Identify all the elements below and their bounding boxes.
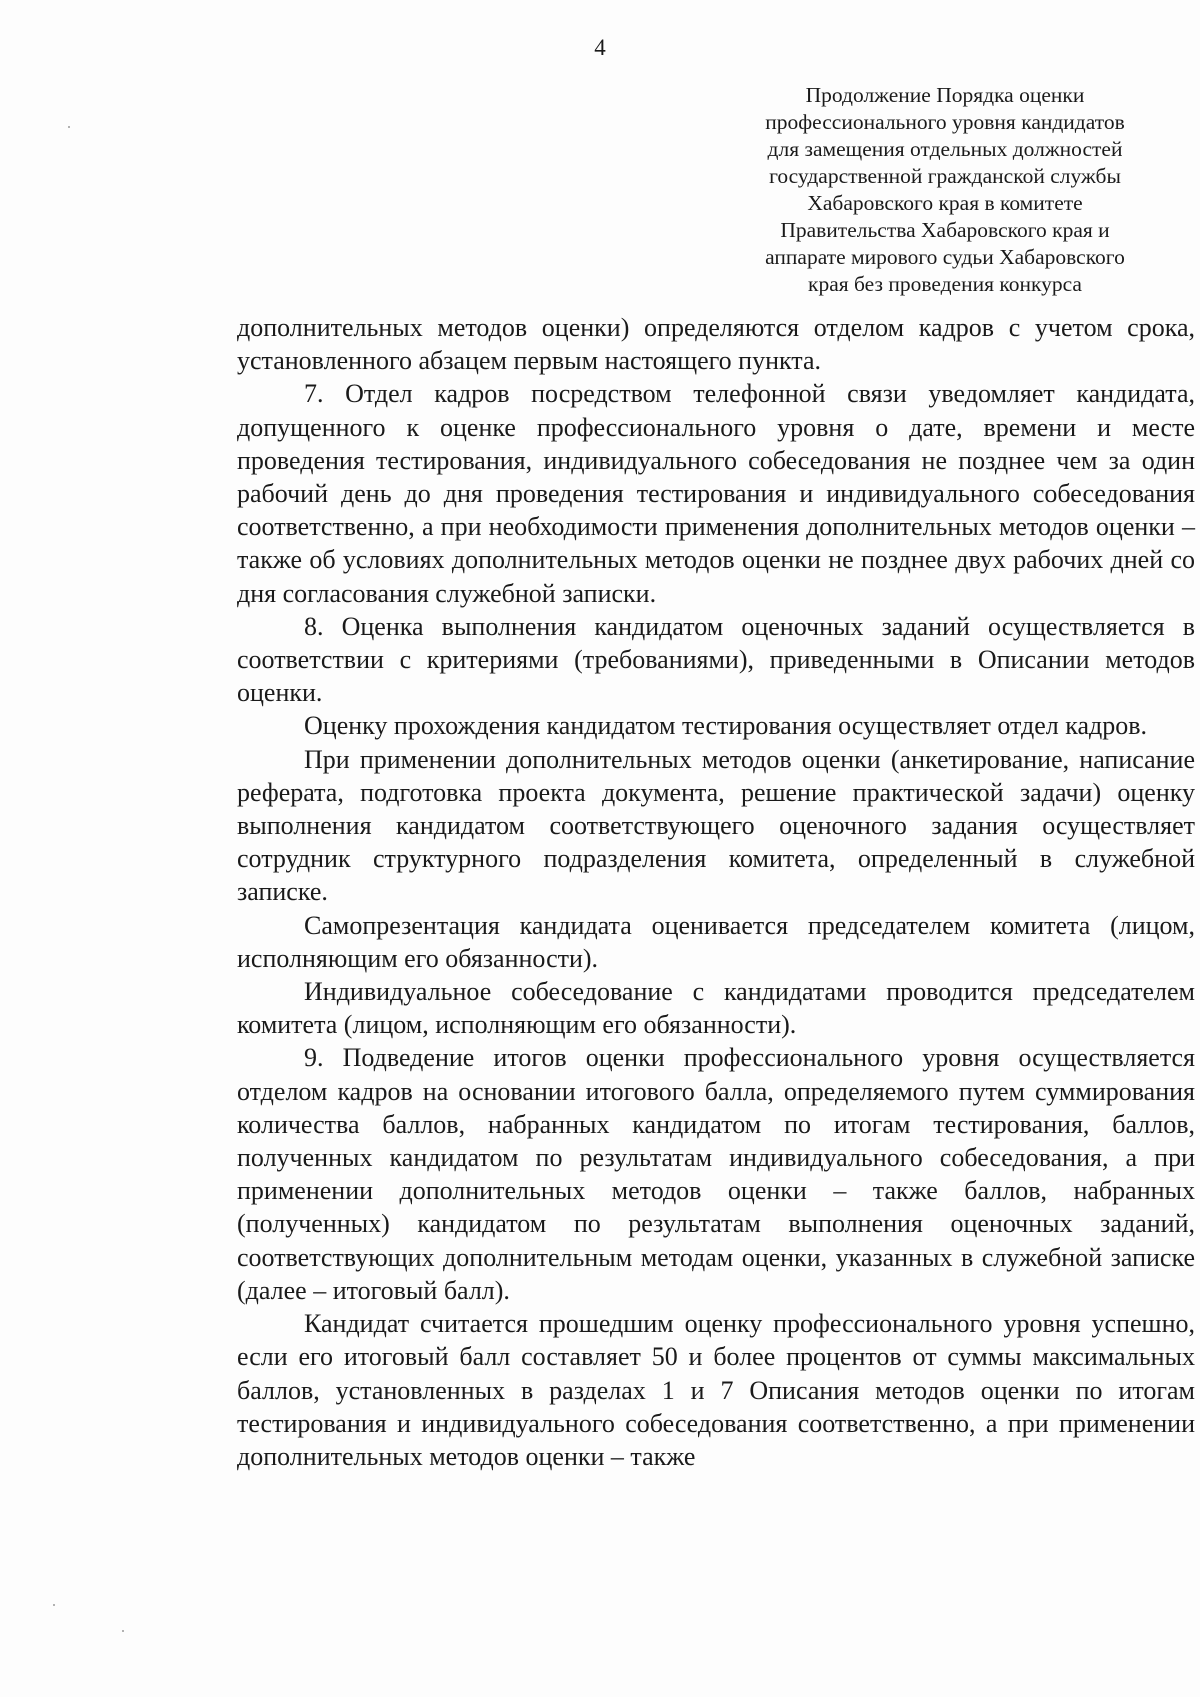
document-body: [237, 311, 1195, 1473]
paragraph-self-presentation: Самопрезентация кандидата оценивается председателем комитета (лицом, исполняющим его обязанности).: [237, 910, 1195, 973]
paragraph-additional-methods: При применении дополнительных методов оценки (анкетирование, написание реферата, подготовка проекта документа, решение практической задачи) оценку выполнения кандидатом соответствующего оценочного задания осуществляет сотрудник структурного подразделения комитета, определенный в служебной записке.: [237, 744, 1195, 907]
header-line: Хабаровского края в комитете: [807, 191, 1083, 215]
scan-speck: [53, 1604, 55, 1606]
paragraph-item-8: 8. Оценка выполнения кандидатом оценочных заданий осуществляется в соответствии с критериями (требованиями), приведенными в Описании методов оценки.: [237, 611, 1195, 708]
paragraph-item-9: 9. Подведение итогов оценки профессионального уровня осуществляется отделом кадров на основании итогового балла, определяемого путем суммирования количества баллов, набранных кандидатом по итогам тестирования, баллов, полученных кандидатом по результатам индивидуального собеседования, а при применении дополнительных методов оценки – также баллов, набранных (полученных) кандидатом по результатам выполнения оценочных заданий, соответствующих дополнительным методам оценки, указанных в служебной записке (далее – итоговый балл).: [237, 1043, 1195, 1305]
document-header: [735, 82, 1155, 298]
paragraph-item-7: 7. Отдел кадров посредством телефонной связи уведомляет кандидата, допущенного к оценке профессионального уровня о дате, времени и месте проведения тестирования, индивидуального собеседования не позднее чем за один рабочий день до дня проведения тестирования и индивидуального собеседования соответственно, а при необходимости применения дополнительных методов оценки – также об условиях дополнительных методов оценки не позднее двух рабочих дней со дня согласования служебной записки.: [237, 379, 1195, 608]
paragraph-success-criteria: Кандидат считается прошедшим оценку профессионального уровня успешно, если его итоговый балл составляет 50 и более процентов от суммы максимальных баллов, установленных в разделах 1 и 7 Описания методов оценки по итогам тестирования и индивидуального собеседования соответственно, а при применении дополнительных методов оценки – также: [237, 1309, 1195, 1471]
header-line: края без проведения конкурса: [808, 272, 1082, 296]
header-line: Правительства Хабаровского края и: [780, 218, 1110, 242]
paragraph-interview: Индивидуальное собеседование с кандидатами проводится председателем комитета (лицом, исполняющим его обязанности).: [237, 977, 1195, 1040]
page-number: 4: [594, 35, 606, 60]
header-line: Продолжение Порядка оценки: [805, 83, 1085, 107]
scan-speck: [122, 1630, 124, 1632]
paragraph-continuation: дополнительных методов оценки) определяются отделом кадров с учетом срока, установленного абзацем первым настоящего пункта.: [237, 313, 1195, 376]
header-line: для замещения отдельных должностей: [767, 137, 1123, 161]
header-line: профессионального уровня кандидатов: [765, 110, 1125, 134]
scan-speck: [68, 126, 70, 128]
header-line: аппарате мирового судьи Хабаровского: [765, 245, 1125, 269]
paragraph-testing-assessment: Оценку прохождения кандидатом тестирования осуществляет отдел кадров.: [304, 711, 1148, 741]
header-line: государственной гражданской службы: [769, 164, 1121, 188]
